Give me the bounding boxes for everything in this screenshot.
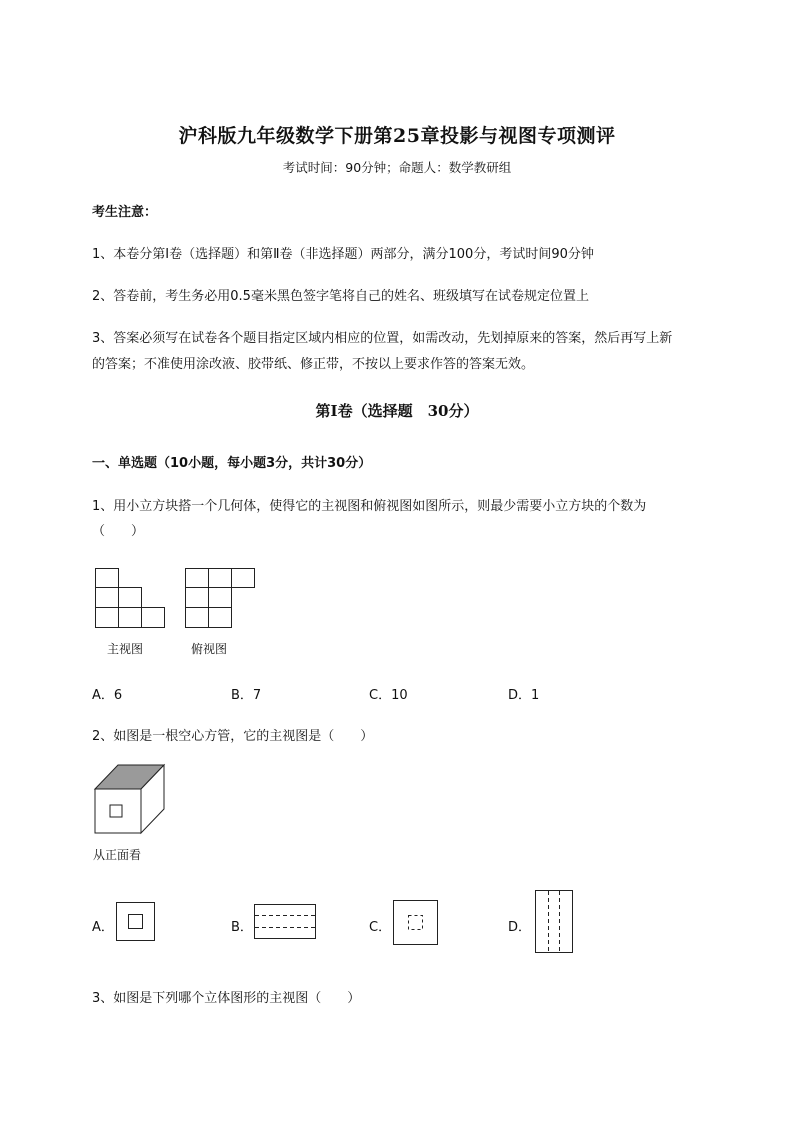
top-cell xyxy=(209,569,232,588)
tube-front-face xyxy=(95,789,141,833)
front-cell xyxy=(96,569,119,588)
front-cell xyxy=(96,608,119,628)
top-cell xyxy=(186,608,209,628)
q1-option-a[interactable]: A．6 xyxy=(92,688,123,703)
question-1-blank: （ ） xyxy=(92,524,145,539)
q1-option-d[interactable]: D．1 xyxy=(508,688,540,703)
q1-front-view-figure xyxy=(95,568,175,638)
q2-option-d-figure[interactable] xyxy=(535,890,575,954)
page-title: 沪科版九年级数学下册第25章投影与视图专项测评 xyxy=(178,125,616,147)
section-title: 第I卷（选择题 30分） xyxy=(315,402,479,420)
q2-figure-label: 从正面看 xyxy=(93,848,142,862)
q2-option-a-letter[interactable]: A． xyxy=(92,920,114,935)
q1-top-view-figure xyxy=(185,568,265,638)
q2-option-b-figure[interactable] xyxy=(254,904,318,944)
subsection-title: 一、单选题（10小题，每小题3分，共计30分） xyxy=(92,456,372,471)
q2-option-b-letter[interactable]: B． xyxy=(231,920,253,935)
top-cell xyxy=(186,569,209,588)
q2-option-d-letter[interactable]: D． xyxy=(508,920,532,935)
front-cell xyxy=(119,588,142,608)
top-cell xyxy=(232,569,255,588)
q1-top-view-label: 俯视图 xyxy=(191,642,228,656)
q1-option-b[interactable]: B．7 xyxy=(231,688,262,703)
q2-option-a-figure[interactable] xyxy=(116,902,158,944)
top-cell xyxy=(209,608,232,628)
q2-hollow-tube-figure xyxy=(94,764,169,836)
notice-item-3-cont: 的答案；不准使用涂改液、胶带纸、修正带，不按以上要求作答的答案无效。 xyxy=(92,357,535,372)
notice-heading: 考生注意： xyxy=(92,205,158,220)
exam-info: 考试时间：90分钟；命题人：数学教研组 xyxy=(282,160,512,175)
q2-option-c-figure[interactable] xyxy=(393,900,441,948)
front-cell xyxy=(142,608,165,628)
notice-item-1: 1、本卷分第I卷（选择题）和第Ⅱ卷（非选择题）两部分，满分100分，考试时间90分钟 xyxy=(92,247,594,262)
notice-item-3: 3、答案必须写在试卷各个题目指定区域内相应的位置，如需改动，先划掉原来的答案，然后再写上新 xyxy=(92,331,673,346)
question-1-text: 1、用小立方块搭一个几何体，使得它的主视图和俯视图如图所示，则最少需要小立方块的个数为 xyxy=(92,499,647,514)
front-cell xyxy=(96,588,119,608)
question-2-text: 2、如图是一根空心方管，它的主视图是（ ） xyxy=(92,729,374,744)
top-cell xyxy=(209,588,232,608)
q1-option-c[interactable]: C．10 xyxy=(369,688,408,703)
front-cell xyxy=(119,608,142,628)
notice-item-2: 2、答卷前，考生务必用0.5毫米黑色签字笔将自己的姓名、班级填写在试卷规定位置上 xyxy=(92,289,589,304)
top-cell xyxy=(186,588,209,608)
q2-option-c-letter[interactable]: C． xyxy=(369,920,392,935)
q1-front-view-label: 主视图 xyxy=(107,642,144,656)
question-3-text: 3、如图是下列哪个立体图形的主视图（ ） xyxy=(92,991,361,1006)
